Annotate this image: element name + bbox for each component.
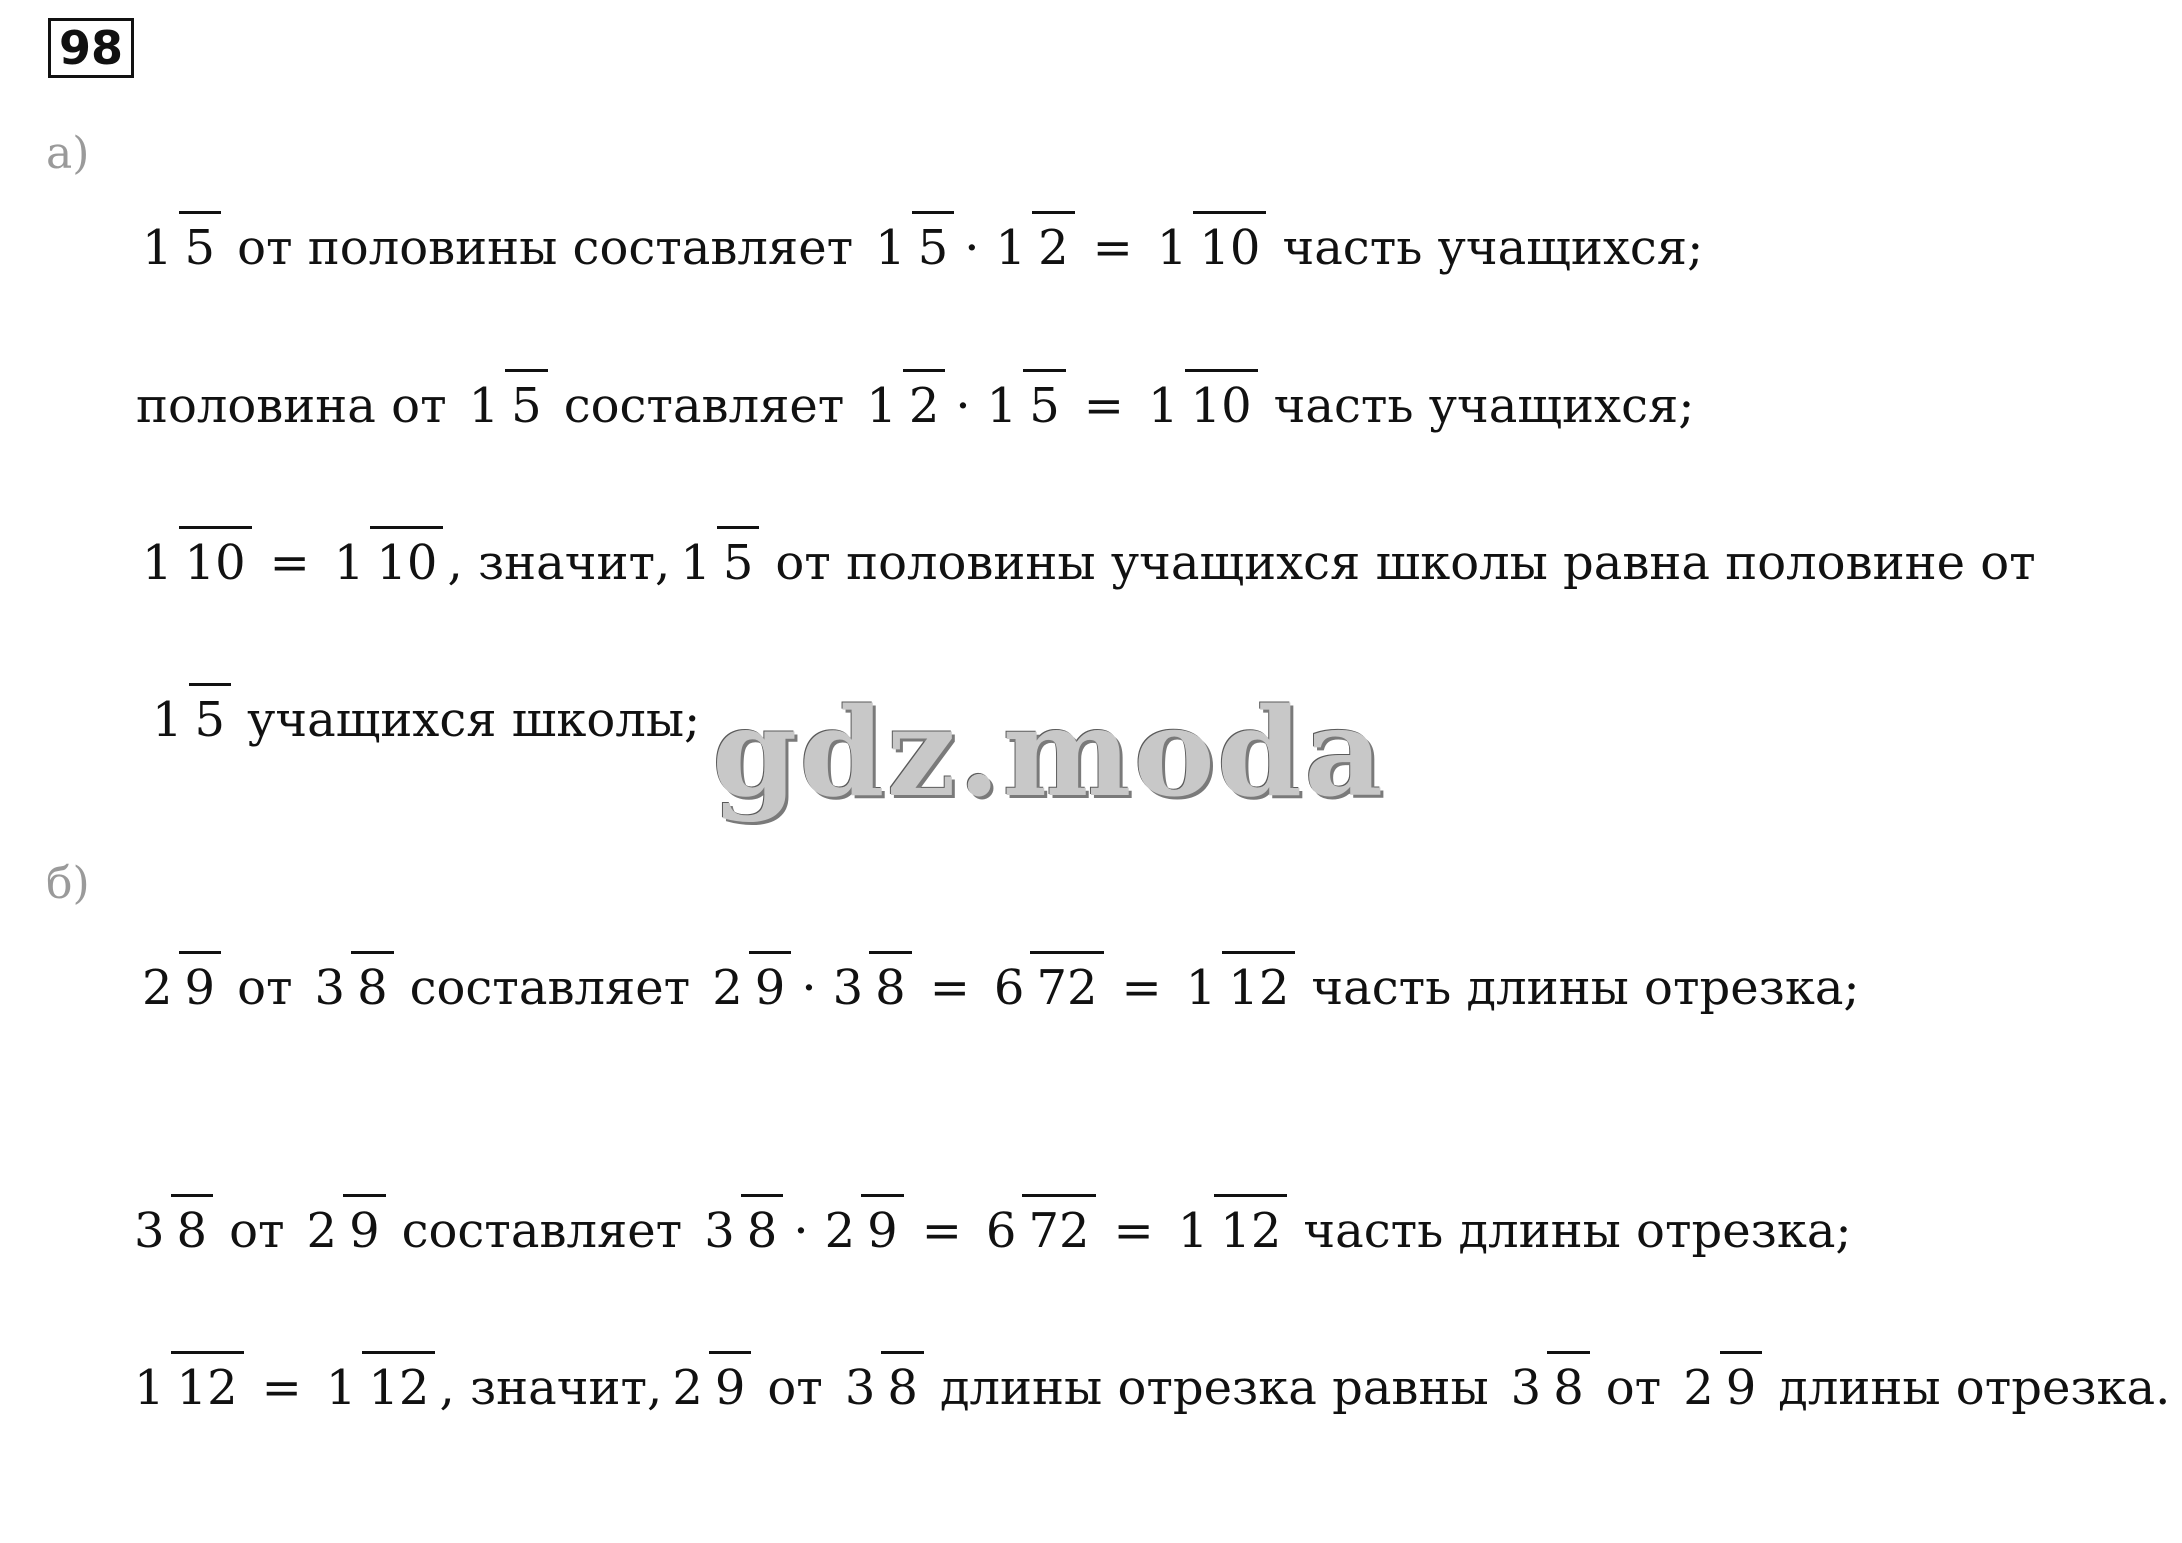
fraction: 2 9 bbox=[301, 1207, 386, 1255]
part-a-line-2 bbox=[132, 378, 1706, 434]
text: половина от bbox=[136, 378, 447, 434]
text: часть учащихся; bbox=[1282, 220, 1704, 276]
fraction: 3 8 bbox=[1505, 1364, 1590, 1412]
fraction: 1 12 bbox=[128, 1364, 244, 1412]
text: от bbox=[237, 960, 293, 1016]
text: длины отрезка равны bbox=[939, 1360, 1489, 1416]
text: от bbox=[767, 1360, 823, 1416]
part-a-line-3 bbox=[132, 535, 2048, 591]
fraction: 1 10 bbox=[1151, 224, 1267, 272]
text: , значит, bbox=[447, 535, 671, 591]
text: длины отрезка. bbox=[1778, 1360, 2171, 1416]
text: , значит, bbox=[439, 1360, 663, 1416]
fraction: 1 5 bbox=[869, 224, 954, 272]
multiply-sign: · bbox=[793, 1203, 809, 1259]
fraction: 1 2 bbox=[990, 224, 1075, 272]
text: составляет bbox=[409, 960, 691, 1016]
text: составляет bbox=[563, 378, 845, 434]
fraction: 3 8 bbox=[128, 1207, 213, 1255]
multiply-sign: · bbox=[955, 378, 971, 434]
part-b-label: б) bbox=[46, 858, 90, 909]
fraction: 1 10 bbox=[1142, 382, 1258, 430]
equals-sign: = bbox=[921, 1203, 962, 1259]
text: от половины составляет bbox=[237, 220, 854, 276]
multiply-sign: · bbox=[801, 960, 817, 1016]
text: часть длины отрезка; bbox=[1311, 960, 1860, 1016]
text: часть учащихся; bbox=[1273, 378, 1695, 434]
equals-sign: = bbox=[1092, 220, 1133, 276]
fraction: 1 10 bbox=[136, 539, 252, 587]
equals-sign: = bbox=[261, 1360, 302, 1416]
fraction: 1 2 bbox=[860, 382, 945, 430]
fraction: 6 72 bbox=[988, 964, 1104, 1012]
equals-sign: = bbox=[1113, 1203, 1154, 1259]
fraction: 3 8 bbox=[839, 1364, 924, 1412]
text: от bbox=[229, 1203, 285, 1259]
equals-sign: = bbox=[269, 535, 310, 591]
fraction: 1 5 bbox=[981, 382, 1066, 430]
fraction: 1 5 bbox=[146, 696, 231, 744]
fraction: 2 9 bbox=[666, 1364, 751, 1412]
fraction: 1 5 bbox=[136, 224, 221, 272]
part-b-line-2 bbox=[124, 1203, 1864, 1259]
text: часть длины отрезка; bbox=[1303, 1203, 1852, 1259]
fraction: 3 8 bbox=[698, 1207, 783, 1255]
fraction: 1 12 bbox=[1172, 1207, 1288, 1255]
equals-sign: = bbox=[1083, 378, 1124, 434]
fraction: 3 8 bbox=[309, 964, 394, 1012]
text: составляет bbox=[401, 1203, 683, 1259]
multiply-sign: · bbox=[964, 220, 980, 276]
part-b-line-3 bbox=[124, 1360, 2182, 1416]
fraction: 3 8 bbox=[827, 964, 912, 1012]
fraction: 1 12 bbox=[1180, 964, 1296, 1012]
equals-sign: = bbox=[1121, 960, 1162, 1016]
fraction: 2 9 bbox=[706, 964, 791, 1012]
fraction: 1 10 bbox=[328, 539, 444, 587]
part-a-label: а) bbox=[46, 128, 90, 179]
part-a-line-4 bbox=[142, 692, 712, 748]
fraction: 2 9 bbox=[819, 1207, 904, 1255]
fraction: 2 9 bbox=[136, 964, 221, 1012]
text: от bbox=[1605, 1360, 1662, 1416]
equals-sign: = bbox=[929, 960, 970, 1016]
part-a-line-1 bbox=[132, 220, 1715, 276]
text: учащихся школы; bbox=[247, 692, 701, 748]
text: от половины учащихся школы равна половине от bbox=[775, 535, 2036, 591]
watermark: gdz.moda bbox=[712, 680, 1386, 824]
fraction: 2 9 bbox=[1677, 1364, 1762, 1412]
fraction: 1 12 bbox=[320, 1364, 436, 1412]
fraction: 1 5 bbox=[674, 539, 759, 587]
fraction: 1 5 bbox=[463, 382, 548, 430]
part-b-line-1 bbox=[132, 960, 1872, 1016]
fraction: 6 72 bbox=[980, 1207, 1096, 1255]
problem-number: 98 bbox=[48, 18, 134, 78]
